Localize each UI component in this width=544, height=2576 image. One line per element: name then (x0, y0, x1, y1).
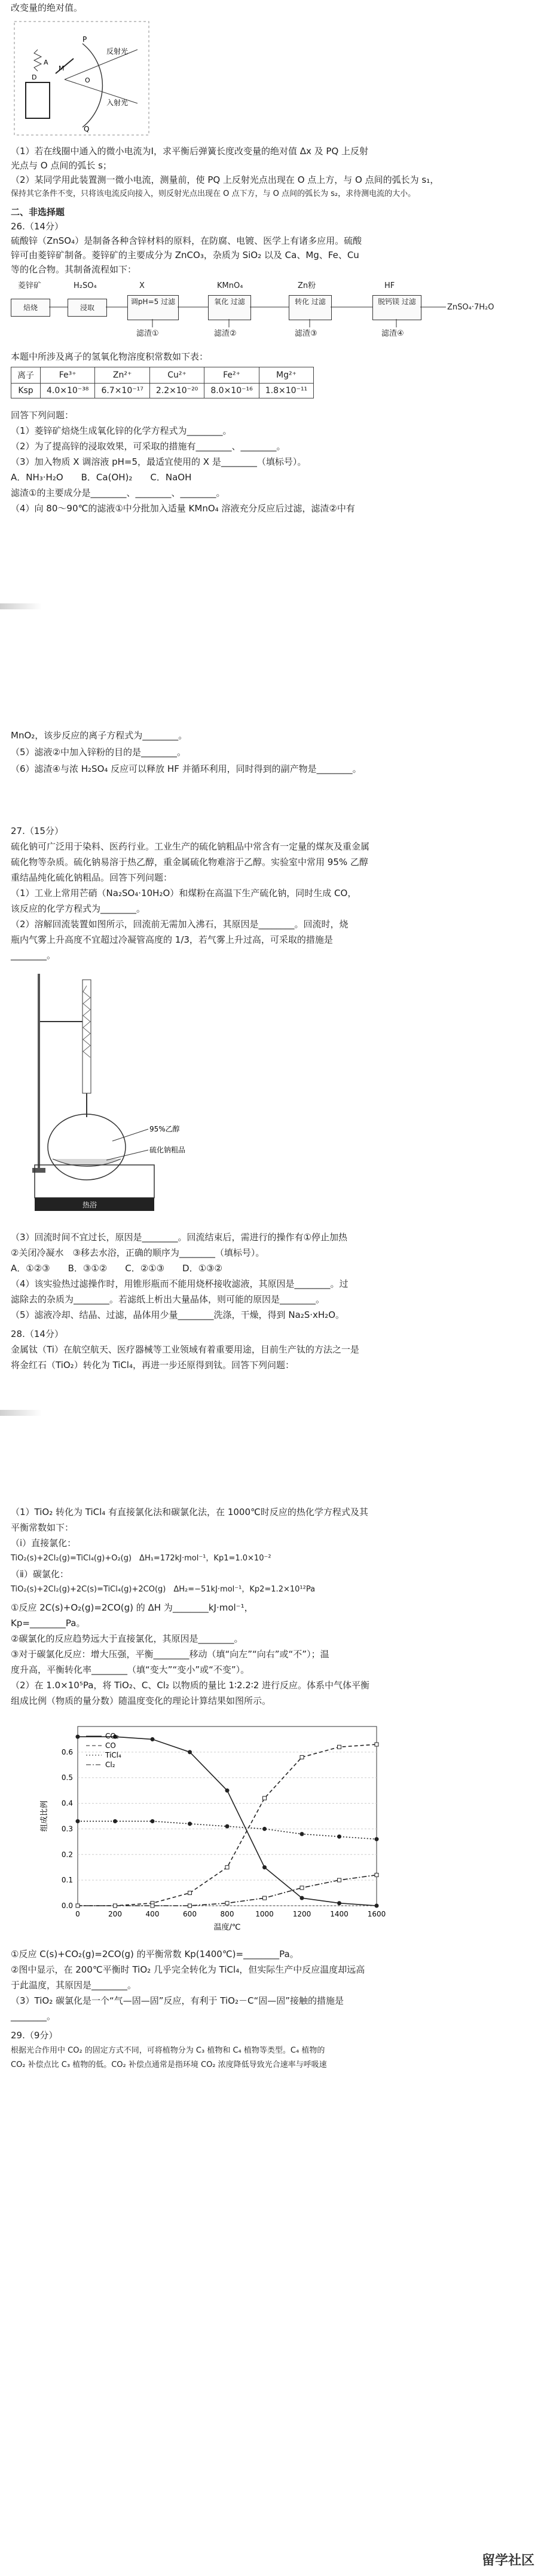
data-point (338, 1745, 341, 1749)
data-point (225, 1902, 229, 1905)
q27-para-3: 重结晶纯化硫化钠粗品。回答下列问题： (11, 872, 173, 883)
data-point (188, 1750, 192, 1754)
flow-reagent-3: KMnO₄ (217, 281, 243, 290)
data-point (300, 1896, 304, 1900)
q29-number: 29.（9分） (11, 2030, 58, 2041)
flow-reagent-2: X (139, 281, 145, 290)
q28-b2b: 于此温度，其原因是________。 (11, 1980, 137, 1991)
x-tick-label: 1000 (255, 1910, 274, 1918)
table-cell: 4.0×10⁻³⁸ (41, 384, 95, 398)
table-cell: 2.2×10⁻²⁰ (149, 384, 204, 398)
table-cell: 1.8×10⁻¹¹ (259, 384, 313, 398)
cont-line-2: （5）滤液②中加入锌粉的目的是________。 (11, 747, 186, 758)
data-point (263, 1827, 267, 1830)
label-a: A (44, 59, 48, 66)
q26-number: 26.（14分） (11, 221, 63, 232)
carbochlorination-label: （ⅱ）碳氯化： (11, 1569, 69, 1580)
y-tick-label: 0.4 (61, 1799, 73, 1808)
table-cell: Zn²⁺ (95, 367, 149, 384)
y-axis-label: 组成比例 (40, 1800, 49, 1832)
flow-reagent-5: HF (384, 281, 395, 290)
x-tick-label: 800 (220, 1910, 234, 1918)
data-point (375, 1743, 378, 1746)
flow-step-leach: 浸取 (68, 299, 107, 317)
q27-sub-1b: 该反应的化学方程式为________。 (11, 903, 146, 914)
q28-sub-1b: 平衡常数如下： (11, 1522, 74, 1533)
q2-text-b: 保持其它条件不变，只将该电流反向接入，则反射光点出现在 O 点下方，与 O 点间的弧长为 s₂，求待测电流的大小。 (11, 189, 416, 198)
q27-sub-3: （3）回流时间不宜过长，原因是________。回流结束后，需进行的操作有①停止加热 (11, 1232, 347, 1243)
answer-intro: 回答下列问题： (11, 410, 74, 421)
data-point (338, 1878, 341, 1882)
cont-line-1: MnO₂，该步反应的离子方程式为________。 (11, 730, 188, 741)
chart-svg (36, 1715, 407, 1936)
data-point (76, 1820, 80, 1823)
y-tick-label: 0.1 (61, 1876, 73, 1885)
table-row (11, 384, 314, 398)
x-tick-label: 400 (145, 1910, 160, 1918)
table-row (11, 367, 314, 384)
table-cell: Ksp (11, 384, 41, 398)
data-point (225, 1866, 229, 1869)
data-point (300, 1832, 304, 1836)
flow-input: 菱锌矿 (18, 281, 42, 290)
q26-para-1: 硫酸锌（ZnSO₄）是制备各种含锌材料的原料，在防腐、电镀、医学上有诸多应用。硫酸 (11, 235, 362, 246)
table-intro: 本题中所涉及离子的氢氧化物溶度积常数如下表： (11, 351, 209, 362)
data-point (188, 1822, 192, 1826)
x-axis-label: 温度/℃ (213, 1923, 241, 1932)
flow-reagent-1: H₂SO₄ (74, 281, 97, 290)
q27-sub-4: （4）该实验热过滤操作时，用锥形瓶而不能用烧杯接收滤液，其原因是________。过 (11, 1278, 349, 1289)
flow-step-convert: 转化 过滤 (289, 295, 332, 320)
flow-step-oxidize: 氧化 过滤 (208, 295, 251, 320)
equation-2: TiO₂(s)+2Cl₂(g)+2C(s)=TiCl₄(g)+2CO(g) ΔH₂=−51kJ·mol⁻¹，Kp2=1.2×10¹²Pa (11, 1585, 316, 1594)
data-point (263, 1796, 267, 1800)
flow-waste-1: 滤渣① (136, 329, 159, 338)
q26-para-2: 锌可由菱锌矿制备。菱锌矿的主要成分为 ZnCO₃，杂质为 SiO₂ 以及 Ca、Mg、Fe、Cu (11, 250, 359, 260)
series-line-2 (78, 1821, 377, 1839)
label-q: Q (84, 125, 90, 133)
plot-frame (78, 1726, 377, 1906)
data-point (114, 1820, 117, 1823)
legend-label: CO (105, 1741, 116, 1750)
table-cell: 6.7×10⁻¹⁷ (95, 384, 149, 398)
data-point (151, 1820, 154, 1823)
data-point (225, 1824, 229, 1828)
flow-step-ph: 调pH=5 过滤 (127, 295, 179, 320)
table-cell: Cu²⁺ (149, 367, 204, 384)
label-o: O (85, 76, 90, 84)
page-gap (0, 1392, 544, 1434)
top-line: 改变量的绝对值。 (11, 2, 83, 13)
table-cell: 离子 (11, 367, 41, 384)
q28-number: 28.（14分） (11, 1329, 63, 1339)
label-ethanol: 95%乙醇 (149, 1125, 180, 1133)
q28-sub-3b: ________。 (11, 2011, 56, 2022)
data-point (263, 1866, 267, 1869)
q28-sub-1: （1）TiO₂ 转化为 TiCl₄ 有直接氯化法和碳氯化法，在 1000℃时反应的热化学方程式及其 (11, 1507, 368, 1517)
label-incident: 入射光 (106, 99, 129, 107)
cont-line-3: （6）滤渣④与浓 H₂SO₄ 反应可以释放 HF 并循环利用，同时得到的副产物是________。 (11, 763, 362, 774)
y-tick-label: 0.6 (61, 1747, 73, 1756)
sub-q4: （4）向 80～90℃的滤液①中分批加入适量 KMnO₄ 溶液充分反应后过滤，滤渣②中有 (11, 503, 355, 514)
q27-sub-3-options: A．①②③ B．③①② C．②①③ D．①③② (11, 1263, 222, 1274)
x-tick-label: 0 (75, 1910, 80, 1918)
label-m: M (59, 65, 65, 72)
label-crude: 硫化钠粗品 (149, 1146, 186, 1154)
q27-sub-4b: 滤除去的杂质为________。若滤纸上析出大量晶体，则可能的原因是________。 (11, 1294, 325, 1305)
data-point (300, 1755, 304, 1759)
q27-number: 27.（15分） (11, 826, 63, 836)
q27-sub-2: （2）溶解回流装置如图所示，回流前无需加入沸石，其原因是________。回流时，烧 (11, 919, 349, 930)
data-point (151, 1737, 154, 1741)
data-point (300, 1886, 304, 1890)
sub-q2: （2）为了提高锌的浸取效果，可采取的措施有________、________。 (11, 441, 286, 452)
y-tick-label: 0.0 (61, 1902, 73, 1910)
data-point (188, 1904, 192, 1908)
direct-chlorination-label: （ⅰ）直接氯化： (11, 1538, 77, 1548)
q28-a2: ②碳氯化的反应趋势远大于直接氯化，其原因是________。 (11, 1633, 243, 1644)
label-reflect: 反射光 (106, 47, 129, 56)
q27-sub-2b: 瓶内气雾上升高度不宜超过冷凝管高度的 1/3，若气雾上升过高，可采取的措施是 (11, 934, 333, 945)
reflux-apparatus (11, 968, 196, 1219)
label-p: P (82, 35, 87, 44)
q26-para-3: 等的化合物。其制备流程如下： (11, 264, 137, 275)
sub-q3-options: A．NH₃·H₂O B．Ca(OH)₂ C．NaOH (11, 472, 192, 483)
label-bath: 热浴 (82, 1201, 97, 1209)
process-flowchart (11, 280, 537, 345)
q29-para-1: 根据光合作用中 CO₂ 的固定方式不同，可将植物分为 C₃ 植物和 C₄ 植物等类型。C₄ 植物的 (11, 2046, 325, 2055)
watermark-logo: 留学社区 (481, 2553, 534, 2568)
section-physics-chem-1 (0, 0, 544, 612)
data-point (151, 1904, 154, 1908)
q27-sub-2c: ________。 (11, 950, 56, 961)
y-tick-label: 0.2 (61, 1850, 73, 1859)
sub-q3-b: 滤渣①的主要成分是________、________、________。 (11, 487, 225, 498)
q28-a1b: Kp=________Pa。 (11, 1618, 85, 1629)
q28-sub-2b: 组成比例（物质的量分数）随温度变化的理论计算结果如图所示。 (11, 1695, 271, 1706)
section-q28-cont (0, 1505, 544, 2575)
q27-sub-3b: ②关闭冷凝水 ③移去水浴，正确的顺序为________（填标号）。 (11, 1247, 265, 1258)
flow-product: ZnSO₄·7H₂O (447, 303, 494, 312)
data-point (375, 1873, 378, 1877)
q27-para-2: 硫化物等杂质。硫化钠易溶于热乙醇，重金属硫化物难溶于乙醇。实验室中常用 95% 乙醇 (11, 857, 368, 867)
table-cell: Fe³⁺ (41, 367, 95, 384)
legend-label: Cl₂ (105, 1761, 115, 1769)
sub-q3: （3）加入物质 X 调溶液 pH=5，最适宜使用的 X 是________（填标号）。 (11, 456, 307, 467)
q28-sub-3: （3）TiO₂ 碳氯化是一个“气—固—固”反应，有利于 TiO₂－C“固—固”接触的措施是 (11, 1995, 344, 2006)
page-gap (0, 585, 544, 627)
data-point (225, 1789, 229, 1792)
q28-sub-2: （2）在 1.0×10⁵Pa，将 TiO₂、C、Cl₂ 以物质的量比 1∶2.2∶2 进行反应。体系中气体平衡 (11, 1680, 370, 1691)
mirror-diagram (11, 17, 160, 139)
flow-waste-3: 滤渣③ (295, 329, 317, 338)
x-tick-label: 600 (183, 1910, 197, 1918)
legend-label: TiCl₄ (105, 1751, 121, 1759)
data-point (338, 1835, 341, 1838)
table-cell: 8.0×10⁻¹⁶ (204, 384, 259, 398)
flow-reagent-4: Zn粉 (298, 281, 316, 290)
q27-sub-5: （5）滤液冷却、结晶、过滤，晶体用少量________洗涤，干燥，得到 Na₂S·xH₂O。 (11, 1310, 345, 1320)
x-tick-label: 1600 (367, 1910, 386, 1918)
q28-b2: ②图中显示，在 200℃平衡时 TiO₂ 几乎完全转化为 TiCl₄，但实际生产中反应温度却远高 (11, 1964, 365, 1975)
data-point (375, 1838, 378, 1841)
data-point (263, 1896, 267, 1900)
table-cell: Mg²⁺ (259, 367, 313, 384)
q28-a3: ③对于碳氯化反应：增大压强，平衡________移动（填“向左”“向右”或“不”）；温 (11, 1649, 329, 1660)
composition-chart (36, 1715, 407, 1938)
section-heading: 二、非选择题 (11, 207, 65, 217)
q27-para-1: 硫化钠可广泛用于染料、医药行业。工业生产的硫化钠粗品中常含有一定量的煤灰及重金属 (11, 841, 370, 852)
data-point (375, 1904, 378, 1908)
y-tick-label: 0.3 (61, 1824, 73, 1833)
table-cell: Fe²⁺ (204, 367, 259, 384)
data-point (114, 1904, 117, 1908)
data-point (188, 1891, 192, 1895)
flow-step-roast: 焙烧 (11, 299, 50, 317)
q28-para-1: 金属钛（Ti）在航空航天、医疗器械等工业领域有着重要用途，目前生产钛的方法之一是 (11, 1344, 359, 1355)
q28-b1: ①反应 C(s)+CO₂(g)=2CO(g) 的平衡常数 Kp(1400℃)=________Pa。 (11, 1949, 299, 1959)
q28-a1: ①反应 2C(s)+O₂(g)=2CO(g) 的 ΔH 为________kJ·mol⁻¹， (11, 1602, 253, 1613)
section-continued (0, 729, 544, 812)
q27-sub-1: （1）工业上常用芒硝（Na₂SO₄·10H₂O）和煤粉在高温下生产硫化钠，同时生成 CO， (11, 888, 357, 898)
x-tick-label: 200 (108, 1910, 122, 1918)
sub-q1: （1）菱锌矿焙烧生成氧化锌的化学方程式为________。 (11, 425, 232, 436)
flow-step-deca: 脱钙镁 过滤 (372, 295, 421, 320)
legend-label: CO₂ (105, 1732, 119, 1740)
q1-text-b: 光点与 O 点间的弧长 s； (11, 160, 112, 171)
q1-text: （1）若在线圈中通入的微小电流为I，求平衡后弹簧长度改变量的绝对值 Δx 及 PQ 上反射 (11, 146, 369, 157)
x-tick-label: 1200 (292, 1910, 311, 1918)
data-point (76, 1735, 80, 1738)
x-tick-label: 1400 (330, 1910, 349, 1918)
q29-para-2: CO₂ 补偿点比 C₃ 植物的低。CO₂ 补偿点通常是指环境 CO₂ 浓度降低导致光合速率与呼吸速 (11, 2060, 327, 2069)
flow-waste-2: 滤渣② (214, 329, 237, 338)
equation-1: TiO₂(s)+2Cl₂(g)=TiCl₄(g)+O₂(g) ΔH₁=172kJ·mol⁻¹，Kp1=1.0×10⁻² (11, 1554, 271, 1563)
q28-a3b: 度升高，平衡转化率________（填“变大”“变小”或“不变”）。 (11, 1664, 250, 1675)
flow-waste-4: 滤渣④ (381, 329, 404, 338)
data-point (338, 1902, 341, 1905)
section-q27 (0, 824, 544, 1488)
ksp-table (11, 367, 314, 398)
q2-text: （2）某同学用此装置测一微小电流，测量前，使 PQ 上反射光点出现在 O 点上方，与 O 点间的弧长为 s₁， (11, 174, 439, 185)
y-tick-label: 0.5 (61, 1773, 73, 1782)
label-d: D (32, 73, 37, 81)
q28-para-2: 将金红石（TiO₂）转化为 TiCl₄，再进一步还原得到钛。回答下列问题： (11, 1360, 294, 1370)
data-point (76, 1904, 80, 1908)
